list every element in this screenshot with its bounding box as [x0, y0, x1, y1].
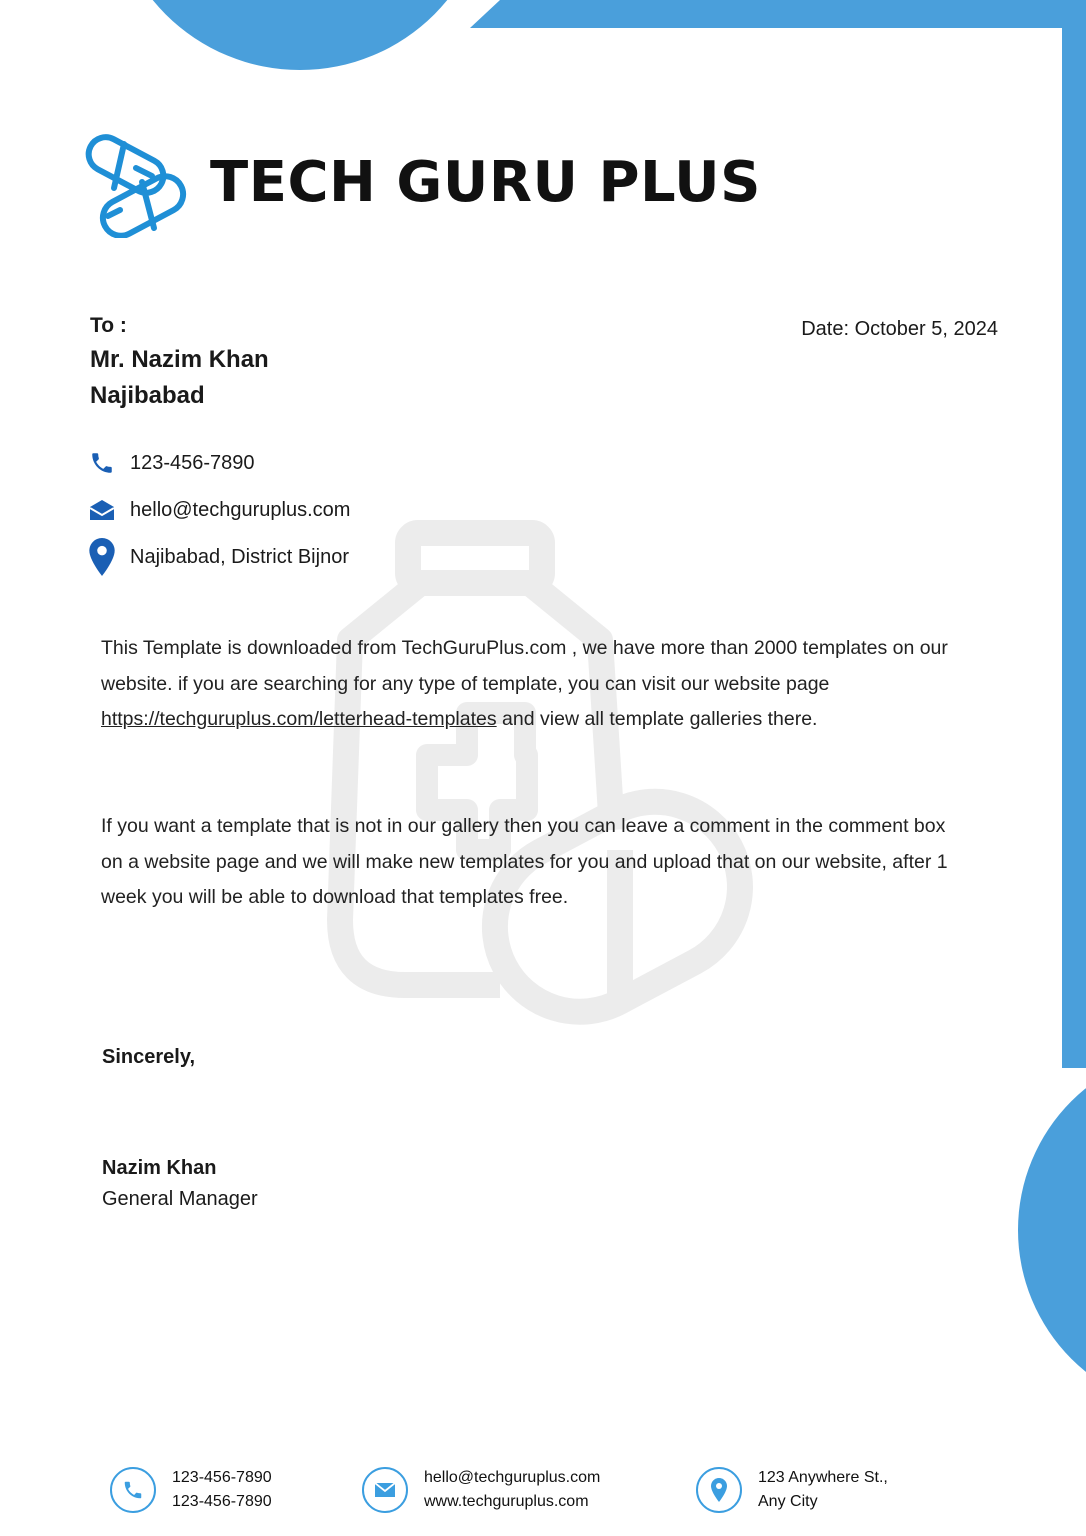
footer-location-pin-icon	[696, 1467, 742, 1513]
footer-phone-lines	[172, 1466, 272, 1514]
contact-email	[88, 493, 350, 527]
signer-name: Nazim Khan	[102, 1157, 217, 1179]
location-pin-icon	[88, 541, 116, 573]
footer-phone	[110, 1466, 272, 1514]
templates-link[interactable]: https://techguruplus.com/letterhead-templates	[101, 708, 497, 730]
footer-phone-2: 123-456-7890	[172, 1493, 272, 1510]
contact-phone	[88, 446, 255, 480]
to-label: To :	[90, 314, 127, 337]
closing: Sincerely,	[102, 1046, 196, 1068]
body-paragraph-2: If you want a template that is not in our gallery then you can leave a comment in the comment box on a website page and we will make new templates for you and upload that on our website, after 1 week you will be able to download that templates free.	[101, 815, 948, 908]
footer-email-lines	[424, 1466, 600, 1514]
footer-email-text: hello@techguruplus.com	[424, 1469, 601, 1486]
body-paragraph-1	[101, 631, 961, 738]
footer-address-2: Any City	[758, 1493, 818, 1510]
letter-date: Date: October 5, 2024	[801, 318, 998, 340]
contact-address	[88, 540, 349, 574]
footer-address	[696, 1466, 888, 1514]
phone-icon	[88, 447, 116, 479]
recipient-name: Mr. Nazim Khan	[90, 346, 269, 373]
footer-address-lines	[758, 1466, 888, 1514]
body-p1-text: This Template is downloaded from TechGuruPlus.com , we have more than 2000 templates on our website. if you are searching for any type of template, you can visit our website page	[101, 637, 948, 695]
signer-title: General Manager	[102, 1188, 258, 1210]
contact-phone-text: 123-456-7890	[130, 451, 255, 474]
brand-name: TECH GURU PLUS	[210, 150, 761, 215]
footer-address-1: 123 Anywhere St.,	[758, 1469, 888, 1486]
capsule-pills-icon	[80, 128, 190, 238]
footer-phone-1: 123-456-7890	[172, 1469, 272, 1486]
footer-phone-icon	[110, 1467, 156, 1513]
footer-website-text: www.techguruplus.com	[424, 1493, 589, 1510]
body-p1-tail: and view all template galleries there.	[496, 708, 818, 730]
contact-email-text: hello@techguruplus.com	[130, 498, 351, 521]
envelope-icon	[88, 494, 116, 526]
recipient-city: Najibabad	[90, 382, 205, 409]
footer-email	[362, 1466, 600, 1514]
contact-address-text: Najibabad, District Bijnor	[130, 545, 349, 568]
footer-envelope-icon	[362, 1467, 408, 1513]
